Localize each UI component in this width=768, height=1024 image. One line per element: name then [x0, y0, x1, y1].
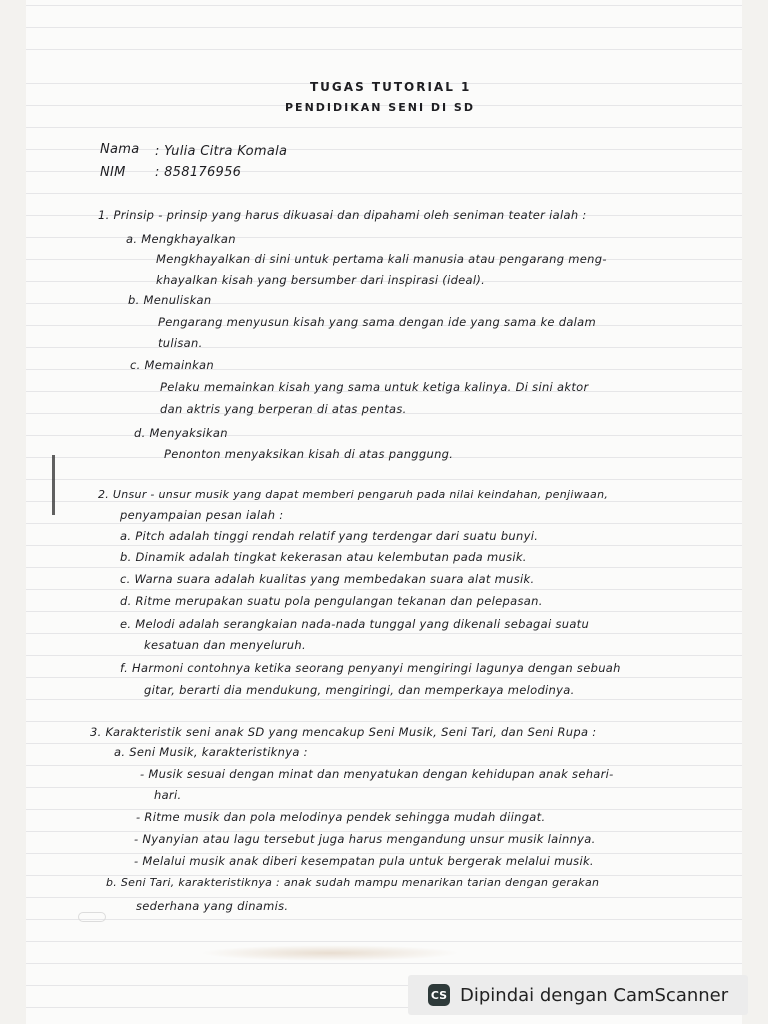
q2-item-d: d. Ritme merupakan suatu pola pengulangan tekanan dan pelepasan. — [120, 594, 543, 608]
page-subtitle: PENDIDIKAN SENI DI SD — [285, 101, 475, 114]
nim-value: : 858176956 — [155, 165, 242, 180]
page-title: TUGAS TUTORIAL 1 — [310, 80, 472, 94]
q3-question: 3. Karakteristik seni anak SD yang mencakup Seni Musik, Seni Tari, dan Seni Rupa : — [90, 725, 597, 739]
q2-item-e-line2: kesatuan dan menyeluruh. — [144, 638, 306, 652]
q1-a-line1: Mengkhayalkan di sini untuk pertama kali manusia atau pengarang meng- — [156, 252, 607, 266]
q2-item-c: c. Warna suara adalah kualitas yang membedakan suara alat musik. — [120, 572, 535, 586]
q2-question-line1: 2. Unsur - unsur musik yang dapat memberi pengaruh pada nilai keindahan, penjiwaan, — [98, 488, 609, 501]
q1-question: 1. Prinsip - prinsip yang harus dikuasai dan dipahami oleh seniman teater ialah : — [98, 208, 587, 222]
q1-d-heading: d. Menyaksikan — [134, 426, 228, 440]
nim-label: NIM — [100, 165, 126, 180]
q2-item-f-line2: gitar, berarti dia mendukung, mengiringi, dan memperkaya melodinya. — [144, 683, 575, 697]
page-edge-shadow — [52, 455, 55, 515]
q3-a-item1-line1: - Musik sesuai dengan minat dan menyatukan dengan kehidupan anak sehari- — [140, 767, 614, 781]
q3-a-item3: - Nyanyian atau lagu tersebut juga harus mengandung unsur musik lainnya. — [134, 832, 596, 846]
q1-c-line2: dan aktris yang berperan di atas pentas. — [160, 402, 407, 416]
q1-d-line1: Penonton menyaksikan kisah di atas panggung. — [164, 447, 454, 461]
q2-item-b: b. Dinamik adalah tingkat kekerasan atau kelembutan pada musik. — [120, 550, 527, 564]
name-label: Nama — [100, 142, 140, 157]
q3-a-item1-line2: hari. — [154, 788, 182, 802]
q2-item-f-line1: f. Harmoni contohnya ketika seorang penyanyi mengiringi lagunya dengan sebuah — [120, 661, 621, 675]
q1-b-heading: b. Menuliskan — [128, 293, 212, 307]
camscanner-logo-icon: CS — [428, 984, 450, 1006]
paper-mark — [78, 912, 106, 922]
camscanner-watermark — [408, 975, 748, 1015]
q1-c-line1: Pelaku memainkan kisah yang sama untuk ketiga kalinya. Di sini aktor — [160, 380, 589, 394]
paper-smudge — [200, 945, 460, 961]
q1-c-heading: c. Memainkan — [130, 358, 214, 372]
q2-question-line2: penyampaian pesan ialah : — [120, 508, 284, 522]
q2-item-a: a. Pitch adalah tinggi rendah relatif yang terdengar dari suatu bunyi. — [120, 529, 539, 543]
q3-a-item2: - Ritme musik dan pola melodinya pendek sehingga mudah diingat. — [136, 810, 546, 824]
name-value: : Yulia Citra Komala — [155, 144, 288, 159]
q1-a-heading: a. Mengkhayalkan — [126, 232, 236, 246]
q2-item-e-line1: e. Melodi adalah serangkaian nada-nada tunggal yang dikenali sebagai suatu — [120, 617, 590, 631]
camscanner-text: Dipindai dengan CamScanner — [460, 984, 729, 1006]
q3-b-line1: b. Seni Tari, karakteristiknya : anak sudah mampu menarikan tarian dengan gerakan — [106, 876, 600, 889]
q1-b-line2: tulisan. — [158, 336, 203, 350]
q3-b-line2: sederhana yang dinamis. — [136, 899, 289, 913]
q3-a-item4: - Melalui musik anak diberi kesempatan pula untuk bergerak melalui musik. — [134, 854, 594, 868]
q1-a-line2: khayalkan kisah yang bersumber dari inspirasi (ideal). — [156, 273, 486, 287]
q1-b-line1: Pengarang menyusun kisah yang sama dengan ide yang sama ke dalam — [158, 315, 597, 329]
q3-a-heading: a. Seni Musik, karakteristiknya : — [114, 745, 308, 759]
